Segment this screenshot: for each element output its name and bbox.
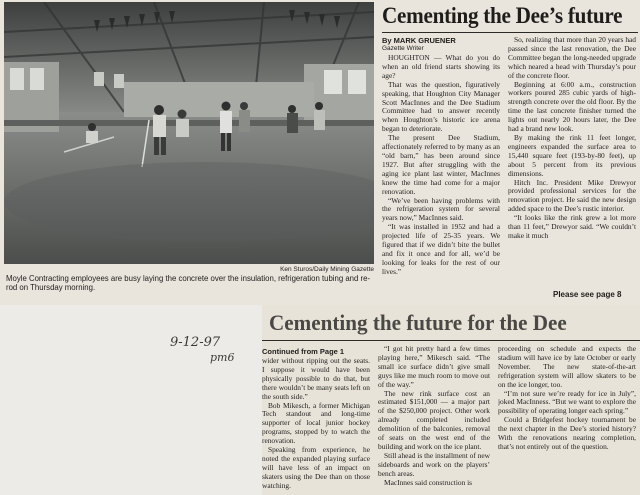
paragraph: Still ahead is the installment of new sideboards and work on the players’ bench areas.	[378, 450, 490, 478]
continued-column-1	[262, 357, 370, 493]
continued-column-2	[378, 345, 490, 493]
continued-headline: Cementing the future for the Dee	[269, 310, 567, 335]
paragraph: HOUGHTON — What do you do when an old friend starts showing its age?	[382, 54, 500, 80]
byline-role: Gazette Writer	[382, 45, 424, 52]
headline: Cementing the Dee’s future	[382, 3, 623, 28]
paragraph: The present Dee Stadium, affectionately referred to by many as an “old barn,” has been around since 1927. But after struggling with the aging ice plant last winter, MacInnes knew the time had come for a major renovation.	[382, 133, 500, 196]
blank-sheet	[0, 305, 262, 495]
paragraph: The new rink surface cost an estimated $151,000 — a major part of the $250,000 project. Other work already completed included demolition of the balconies, removal of seats on the west end of the building and work on the ice plant.	[378, 388, 490, 451]
paragraph: “It looks like the rink grew a lot more than 11 feet,” Drewyor said. “We couldn’t make it much	[508, 213, 636, 240]
article-column-2	[508, 36, 636, 288]
paragraph: “I got hit pretty hard a few times playing here,” Mikesch said. “The small ice surface didn’t give small guys like me much room to move out of the way.”	[378, 345, 490, 389]
paragraph: wider without ripping out the seats. I suppose it would have been physically possible to do that, but there wouldn’t be many seats left on the south side.”	[262, 357, 370, 401]
paragraph: proceeding on schedule and expects the stadium will have ice by late October or early November. The new state-of-the-art refrigeration system will allow skaters to be on the ice longer, too.	[498, 345, 636, 389]
paragraph: Beginning at 6:00 a.m., construction workers poured 285 cubic yards of high-strength concrete over the old floor. By the time the last concrete finisher turned the lights out nearly 20 hours later, the Dee had a brand new look.	[508, 79, 636, 134]
see-page-jump: Please see page 8	[553, 290, 622, 299]
arena-photo	[4, 2, 374, 264]
paragraph: MacInnes said construction is	[384, 477, 473, 487]
paragraph: Bob Mikesch, a former Michigan Tech standout and long-time supporter of local junior hockey programs, stopped by to watch the renovation.	[262, 400, 370, 446]
handwritten-date: 9-12-97	[170, 335, 221, 350]
headline-rule	[382, 32, 638, 33]
photo-credit: Ken Sturos/Daily Mining Gazette	[280, 266, 374, 273]
paragraph: Could a Bridgefest hockey tournament be the next chapter in the Dee’s storied history? With the renovations nearing completion, that’s not entirely out of the question.	[498, 415, 636, 451]
paragraph: That was the question, figuratively speaking, that Houghton City Manager Scott MacInnes and the Dee Stadium Committee had to answer recently when Houghton’s historic ice arena began to deteriorate.	[382, 79, 500, 134]
paragraph: “It was installed in 1952 and had a projected life of 25-35 years. We figured that if we didn’t bite the bullet and fix it once and for all, we’d be looking for leaks for the rest of our lives.”	[382, 222, 500, 276]
paragraph: By making the rink 11 feet longer, engineers expanded the surface area to 15,440 square feet (193-by-80 feet), up about 5 percent from its previous dimensions.	[508, 132, 636, 178]
byline: By MARK GRUENER	[382, 36, 456, 45]
continued-from: Continued from Page 1	[262, 347, 345, 356]
paragraph: So, realizing that more than 20 years had passed since the last renovation, the Dee Committee began the long-needed upgrade which neared a head with Thursday’s pour of the concrete floor.	[508, 36, 636, 80]
continued-rule	[262, 340, 640, 341]
continued-column-3	[498, 345, 636, 493]
paragraph: “We’ve been having problems with the refrigeration system for several years now,” MacInnes said.	[382, 195, 500, 223]
article-column-1	[382, 54, 500, 288]
paragraph: “I’m not sure we’re ready for ice in July”, joked MacInness. “But we want to explore the possibility of operating longer each spring.”	[498, 388, 636, 416]
photo-caption: Moyle Contracting employees are busy laying the concrete over the insulation, refrigeration tubing and re-rod on Thursday morning.	[6, 274, 371, 292]
handwritten-initials: pm6	[210, 351, 235, 364]
paragraph: Speaking from experience, he noted the expanded playing surface will have less of an impact on skaters using the Dee than on those watching.	[262, 445, 370, 490]
paragraph: Hitch Inc. President Mike Drewyor provided professional services for the renovation project. He said the new design added space to the Dee’s rustic interior.	[508, 177, 636, 214]
